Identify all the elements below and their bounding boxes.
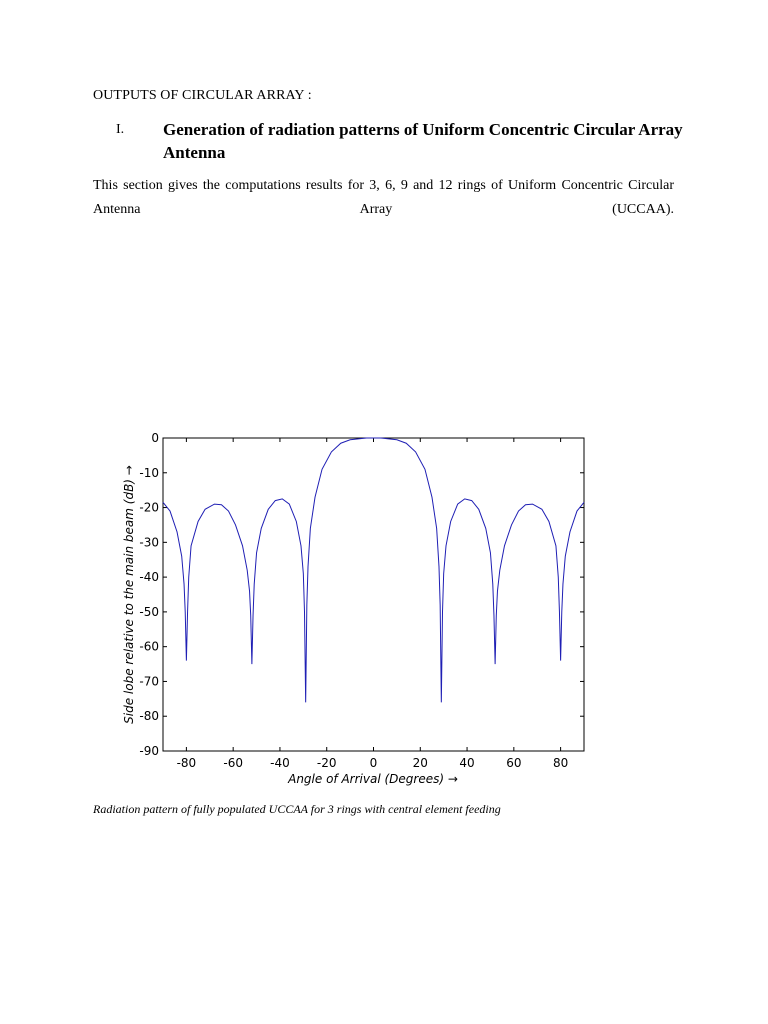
- x-tick-label: 20: [412, 756, 428, 770]
- y-tick-label: -20: [139, 500, 159, 515]
- radiation-pattern-figure: [110, 425, 600, 795]
- x-tick-label: -40: [270, 756, 290, 770]
- x-tick-label: -20: [316, 756, 337, 770]
- y-tick-label: -70: [139, 674, 159, 689]
- x-tick-label: 40: [459, 756, 475, 770]
- x-tick-label: 80: [552, 756, 569, 770]
- x-tick-label: 60: [506, 756, 522, 770]
- radiation-pattern-chart: [110, 425, 600, 795]
- y-tick-label: -10: [139, 465, 159, 480]
- figure-caption: Radiation pattern of fully populated UCCAA for 3 rings with central element feeding: [93, 802, 501, 816]
- y-tick-label: 0: [151, 431, 159, 445]
- subsection-number: I.: [116, 122, 125, 137]
- y-tick-label: -90: [139, 744, 159, 758]
- section-heading: OUTPUTS OF CIRCULAR ARRAY :: [93, 88, 312, 103]
- x-tick-label: 0: [369, 756, 378, 770]
- y-tick-label: -50: [139, 604, 159, 619]
- y-axis-label: Side lobe relative to the main beam (dB) →: [122, 465, 136, 724]
- subsection-title: Generation of radiation patterns of Uniform Concentric Circular Array Antenna: [163, 120, 683, 162]
- x-tick-label: -80: [176, 756, 197, 770]
- y-tick-label: -60: [139, 639, 159, 654]
- y-tick-label: -80: [139, 709, 159, 724]
- y-tick-label: -40: [139, 570, 159, 585]
- plot-area: [163, 438, 584, 751]
- body-paragraph: This section gives the computations results for 3, 6, 9 and 12 rings of Uniform Concentric Circular Antenna Array (UCCAA).: [93, 178, 674, 217]
- y-tick-label: -30: [139, 535, 159, 550]
- x-axis-label: Angle of Arrival (Degrees) →: [288, 772, 458, 786]
- x-tick-label: -60: [223, 756, 243, 770]
